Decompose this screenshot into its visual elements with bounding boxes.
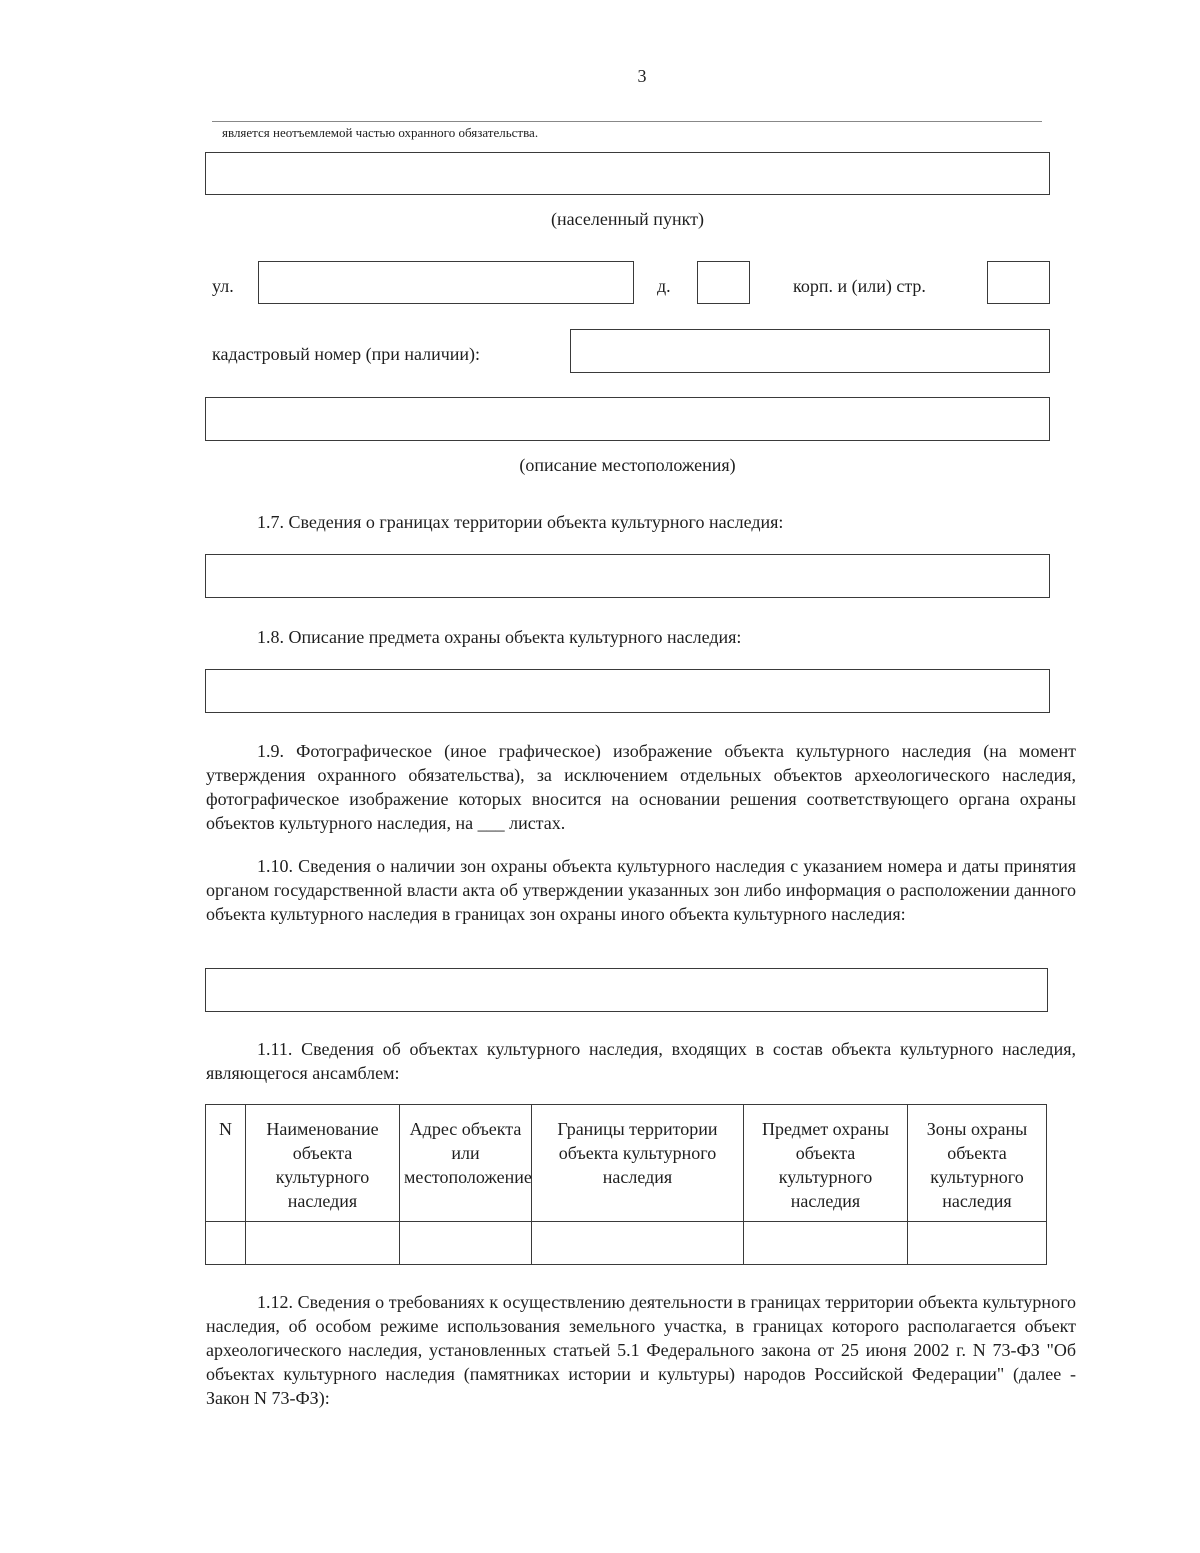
table-cell[interactable]: [206, 1222, 246, 1265]
house-field[interactable]: [697, 261, 750, 304]
top-rule: [212, 121, 1042, 122]
column-header-protection-zones: Зоны охраны объекта культурного наследия: [908, 1105, 1047, 1222]
settlement-field[interactable]: [205, 152, 1050, 195]
section-1-10-paragraph: 1.10. Сведения о наличии зон охраны объекта культурного наследия с указанием номера и даты принятия органом государственной власти акта об утверждении указанных зон либо информация о расположении данного объекта культурного наследия в границах зон охраны иного объекта культурного наследия:: [206, 856, 1076, 924]
column-header-name: Наименование объекта культурного наследия: [246, 1105, 400, 1222]
cadastral-number-field[interactable]: [570, 329, 1050, 373]
intro-note: является неотъемлемой частью охранного обязательства.: [222, 125, 539, 140]
section-1-12-paragraph: 1.12. Сведения о требованиях к осуществлению деятельности в границах территории объекта культурного наследия, об особом режиме использования земельного участка, в границах которого располагается объект археологического наследия, установленных статьей 5.1 Федерального закона от 25 июня 2002 г. N 73-ФЗ "Об объектах культурного наследия (памятниках истории и культуры) народов Российской Федерации" (далее - Закон N 73-ФЗ):: [206, 1292, 1076, 1408]
protection-zones-field[interactable]: [205, 968, 1048, 1012]
section-1-9-paragraph: 1.9. Фотографическое (иное графическое) изображение объекта культурного наследия (на момент утверждения охранного обязательства), за исключением отдельных объектов археологического наследия, фотографическое изображение которых вносится на основании решения соответствующего органа охраны объектов культурного наследия, на ___ листах.: [206, 741, 1076, 833]
building-field[interactable]: [987, 261, 1050, 304]
table-row: [206, 1222, 1047, 1265]
table-cell[interactable]: [246, 1222, 400, 1265]
territory-boundaries-field[interactable]: [205, 554, 1050, 598]
section-1-11-paragraph: 1.11. Сведения об объектах культурного наследия, входящих в состав объекта культурного наследия, являющегося ансамблем:: [206, 1039, 1076, 1083]
table-cell[interactable]: [532, 1222, 744, 1265]
protection-subject-field[interactable]: [205, 669, 1050, 713]
table-cell[interactable]: [400, 1222, 532, 1265]
table-cell[interactable]: [744, 1222, 908, 1265]
street-label: ул.: [212, 276, 234, 296]
column-header-protection-subject: Предмет охраны объекта культурного наследия: [744, 1105, 908, 1222]
location-description-field[interactable]: [205, 397, 1050, 441]
ensemble-objects-table: [205, 1104, 1047, 1265]
street-field[interactable]: [258, 261, 634, 304]
page-number: 3: [637, 66, 647, 86]
section-1-7-heading: 1.7. Сведения о границах территории объекта культурного наследия:: [257, 512, 784, 532]
column-header-number: N: [206, 1105, 246, 1222]
house-label: д.: [657, 276, 671, 296]
column-header-address: Адрес объекта или местоположение: [400, 1105, 532, 1222]
cadastral-label: кадастровый номер (при наличии):: [212, 344, 481, 364]
building-label: корп. и (или) стр.: [793, 276, 926, 296]
table-cell[interactable]: [908, 1222, 1047, 1265]
location-description-label: (описание местоположения): [519, 455, 736, 475]
table-header-row: [206, 1105, 1047, 1222]
settlement-label: (населенный пункт): [551, 209, 704, 229]
column-header-boundaries: Границы территории объекта культурного наследия: [532, 1105, 744, 1222]
section-1-8-heading: 1.8. Описание предмета охраны объекта культурного наследия:: [257, 627, 742, 647]
